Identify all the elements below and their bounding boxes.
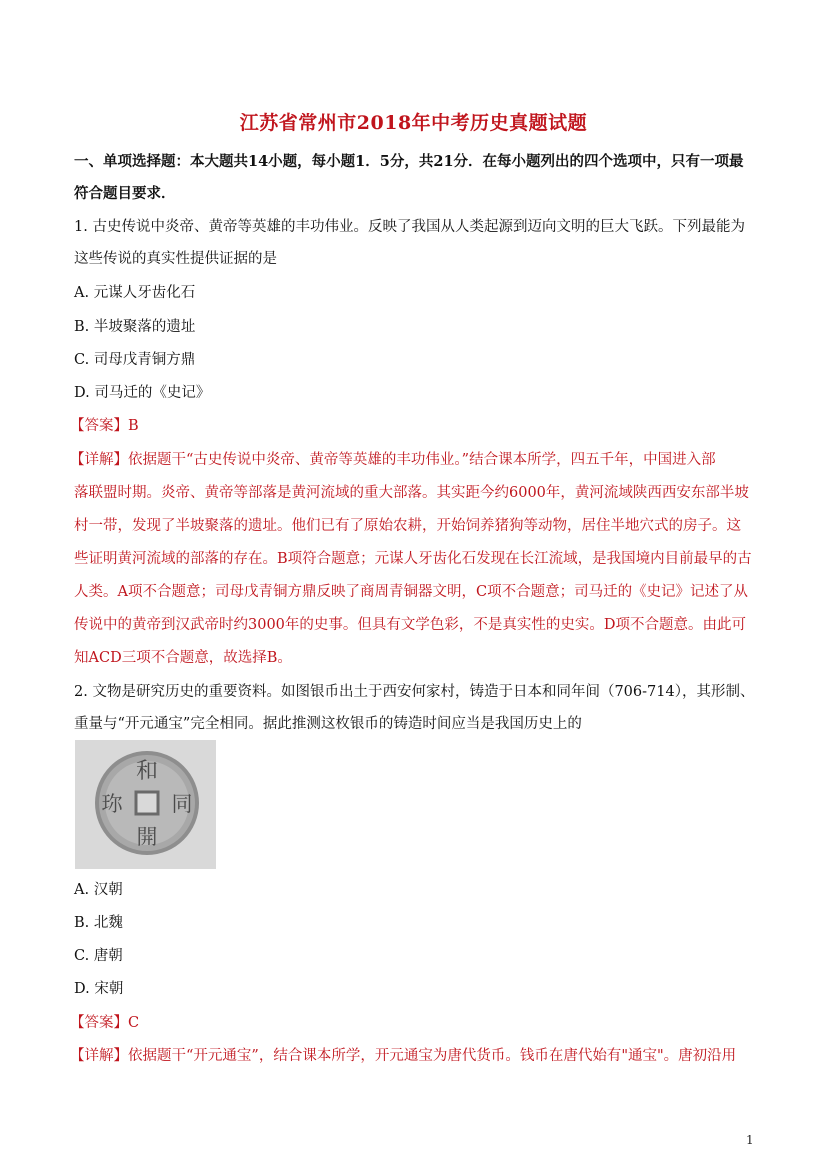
q1-option-a: A. 元谋人牙齿化石	[74, 285, 196, 301]
q2-stem-line-1: 2. 文物是研究历史的重要资料。如图银币出土于西安何家村，铸造于日本和同年间（706-714），其形制、	[74, 684, 755, 700]
q1-detail-line-4: 些证明黄河流域的部落的存在。B项符合题意；元谋人牙齿化石发现在长江流域，是我国境内目前最早的古	[74, 551, 752, 567]
q2-option-b: B. 北魏	[74, 915, 123, 931]
q1-option-c: C. 司母戊青铜方鼎	[74, 352, 196, 368]
q1-stem-line-1: 1. 古史传说中炎帝、黄帝等英雄的丰功伟业。反映了我国从人类起源到迈向文明的巨大飞跃。下列最能为	[74, 219, 745, 235]
section-heading-line-2: 符合题目要求．	[74, 185, 176, 202]
page-title: 江苏省常州市2018年中考历史真题试题	[239, 112, 588, 134]
coin-char-right: 同	[171, 792, 193, 816]
q1-answer: 【答案】B	[70, 418, 139, 434]
q2-option-a: A. 汉朝	[74, 882, 123, 898]
q1-detail-line-2: 落联盟时期。炎帝、黄帝等部落是黄河流域的重大部落。其实距今约6000年，黄河流域陕西西安东部半坡	[74, 485, 749, 501]
coin-char-left: 珎	[101, 792, 123, 816]
q2-stem-line-2: 重量与“开元通宝”完全相同。据此推测这枚银币的铸造时间应当是我国历史上的	[74, 716, 582, 732]
q2-option-d: D. 宋朝	[74, 981, 124, 997]
q1-detail-line-5: 人类。A项不合题意；司母戊青铜方鼎反映了商周青铜器文明，C项不合题意；司马迁的《史记》记述了从	[74, 584, 749, 600]
q1-stem-line-2: 这些传说的真实性提供证据的是	[74, 251, 277, 267]
page-number: 1	[746, 1133, 754, 1147]
q2-answer: 【答案】C	[70, 1015, 140, 1031]
section-heading-line-1: 一、单项选择题：本大题共14小题，每小题1．5分，共21分．在每小题列出的四个选项中，只有一项最	[74, 153, 744, 170]
coin-char-top: 和	[135, 759, 159, 784]
q1-detail-line-6: 传说中的黄帝到汉武帝时约3000年的史事。但具有文学色彩，不是真实性的史实。D项不合题意。由此可	[74, 617, 747, 633]
coin-char-bottom: 開	[136, 825, 158, 849]
q1-detail-line-3: 村一带，发现了半坡聚落的遗址。他们已有了原始农耕，开始饲养猪狗等动物，居住半地穴式的房子。这	[74, 518, 741, 534]
q2-detail-tag: 【详解】	[70, 1048, 128, 1064]
q2-option-c: C. 唐朝	[74, 948, 123, 964]
q1-detail-tag: 【详解】	[70, 452, 128, 468]
q1-detail-line-7: 知ACD三项不合题意，故选择B。	[74, 650, 292, 666]
silver-coin-image	[75, 740, 216, 869]
q2-detail-line-1: 【详解】依据题干“开元通宝”，结合课本所学，开元通宝为唐代货币。钱币在唐代始有"通宝"。唐初沿用	[70, 1048, 737, 1064]
q1-detail-line-1: 【详解】依据题干“古史传说中炎帝、黄帝等英雄的丰功伟业。”结合课本所学，四五千年，中国进入部	[70, 452, 716, 468]
q1-option-d: D. 司马迁的《史记》	[74, 385, 211, 401]
q1-option-b: B. 半坡聚落的遗址	[74, 319, 196, 335]
